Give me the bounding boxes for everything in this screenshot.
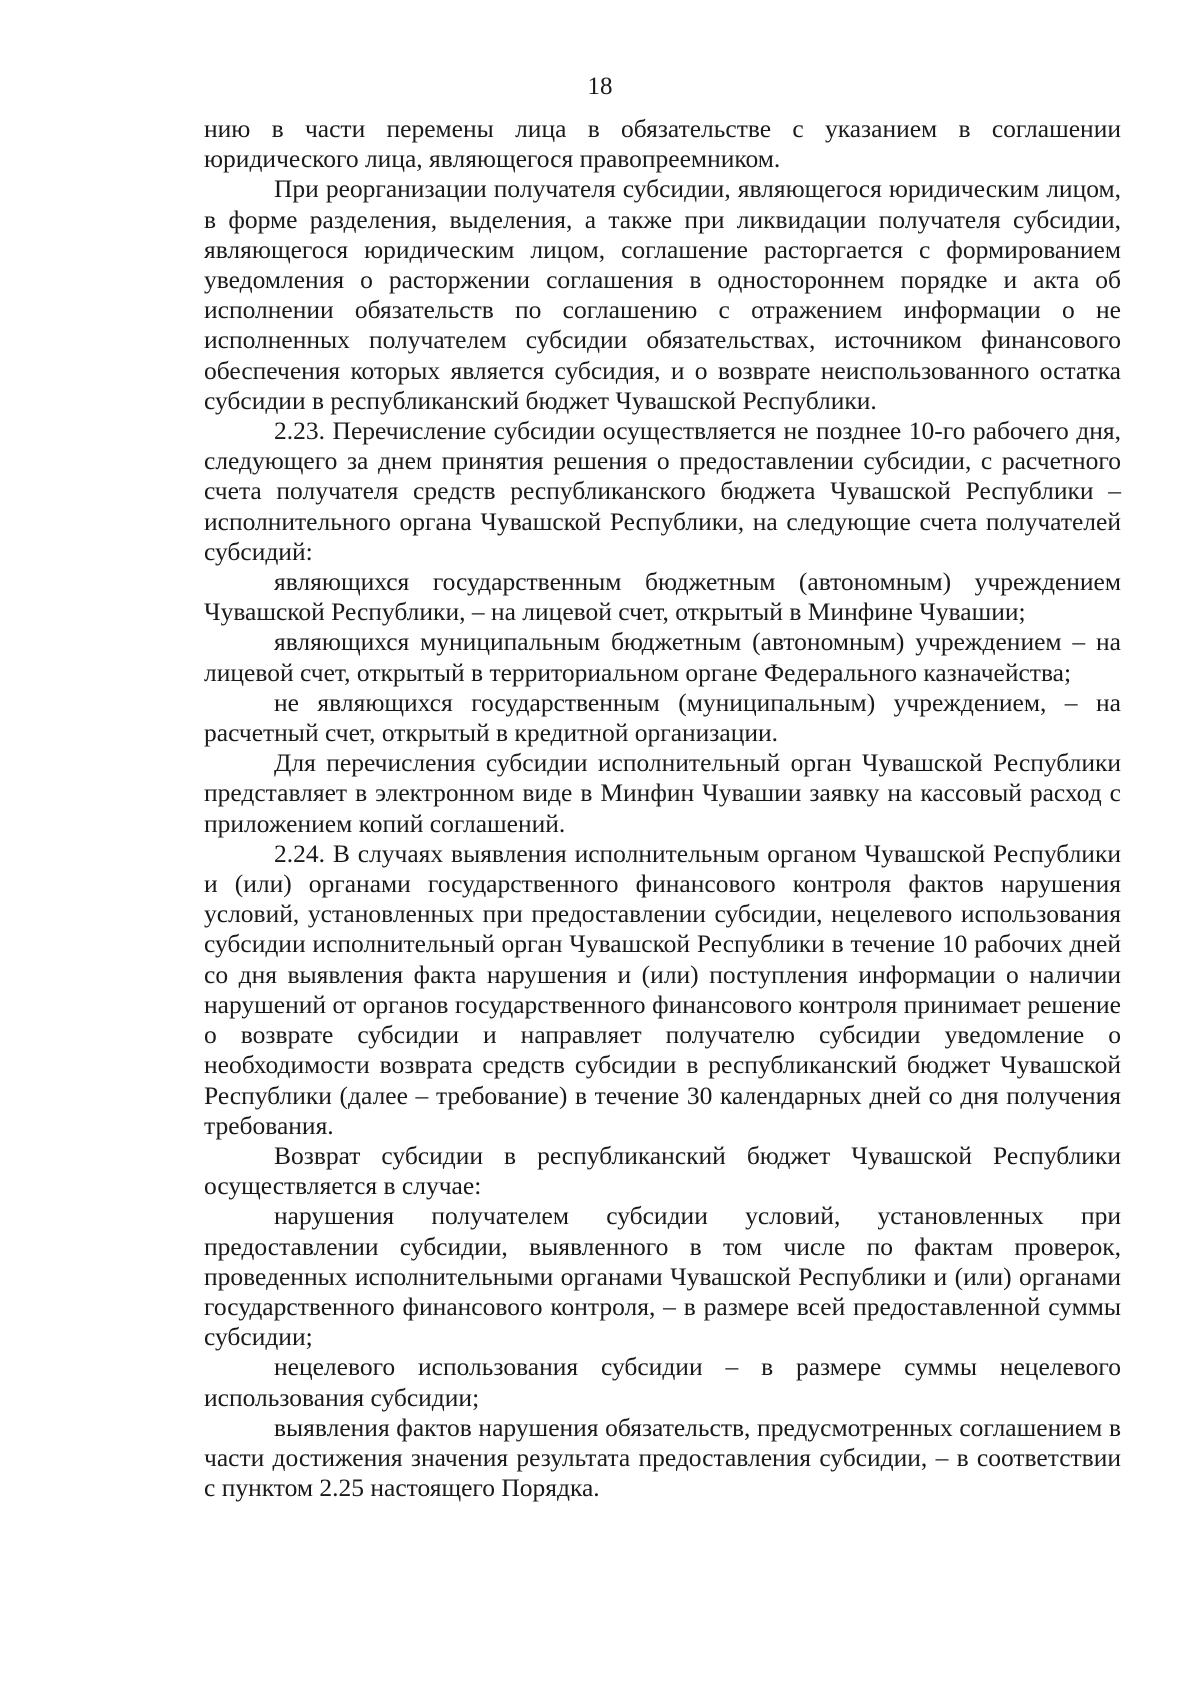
- document-body: [204, 114, 1121, 1503]
- paragraph-refund-cases: Возврат субсидии в республиканский бюджет Чувашской Республики осуществляется в случае:: [204, 1140, 1121, 1201]
- paragraph-transfer-request: Для перечисления субсидии исполнительный орган Чувашской Республики представляет в электронном виде в Минфин Чувашии заявку на кассовый расход с приложением копий соглашений.: [204, 748, 1121, 838]
- paragraph-continuation: нию в части перемены лица в обязательстве с указанием в соглашении юридического лица, являющегося правопреемником.: [204, 114, 1121, 174]
- paragraph-reorganization: При реорганизации получателя субсидии, являющегося юридическим лицом, в форме разделения, выделения, а также при ликвидации получателя субсидии, являющегося юридическим лицом, соглашение расторгается с формированием уведомления о расторжении соглашения в одностороннем порядке и акта об исполнении обязательств по соглашению с отражением информации о не исполненных получателем субсидии обязательствах, источником финансового обеспечения которых является субсидия, и о возврате неиспользованного остатка субсидии в республиканский бюджет Чувашской Республики.: [204, 174, 1121, 415]
- list-item-obligations-violation: выявления фактов нарушения обязательств, предусмотренных соглашением в части достижения значения результата предоставления субсидии, – в соответствии с пунктом 2.25 настоящего Порядка.: [204, 1412, 1121, 1503]
- page-number: 18: [587, 73, 613, 100]
- list-item-conditions-violation: нарушения получателем субсидии условий, установленных при предоставлении субсидии, выявленного в том числе по фактам проверок, проведенных исполнительными органами Чувашской Республики и (или) органами государственного финансового контроля, – в размере всей предоставленной суммы субсидии;: [204, 1201, 1121, 1352]
- list-item-misuse: нецелевого использования субсидии – в размере суммы нецелевого использования субсидии;: [204, 1352, 1121, 1412]
- list-item-non-institution: не являющихся государственным (муниципальным) учреждением, – на расчетный счет, открытый в кредитной организации.: [204, 687, 1121, 748]
- list-item-municipal-institution: являющихся муниципальным бюджетным (автономным) учреждением – на лицевой счет, открытый в территориальном органе Федерального казначейства;: [204, 627, 1121, 687]
- paragraph-2-23: 2.23. Перечисление субсидии осуществляется не позднее 10-го рабочего дня, следующего за днем принятия решения о предоставлении субсидии, с расчетного счета получателя средств республиканского бюджета Чувашской Республики – исполнительного органа Чувашской Республики, на следующие счета получателей субсидий:: [204, 416, 1121, 566]
- list-item-state-institution: являющихся государственным бюджетным (автономным) учреждением Чувашской Республики, – на лицевой счет, открытый в Минфине Чувашии;: [204, 567, 1121, 627]
- paragraph-2-24: 2.24. В случаях выявления исполнительным органом Чувашской Республики и (или) органами государственного финансового контроля фактов нарушения условий, установленных при предоставлении субсидии, нецелевого использования субсидии исполнительный орган Чувашской Республики в течение 10 рабочих дней со дня выявления факта нарушения и (или) поступления информации о наличии нарушений от органов государственного финансового контроля принимает решение о возврате субсидии и направляет получателю субсидии уведомление о необходимости возврата средств субсидии в республиканский бюджет Чувашской Республики (далее – требование) в течение 30 календарных дней со дня получения требования.: [204, 838, 1121, 1140]
